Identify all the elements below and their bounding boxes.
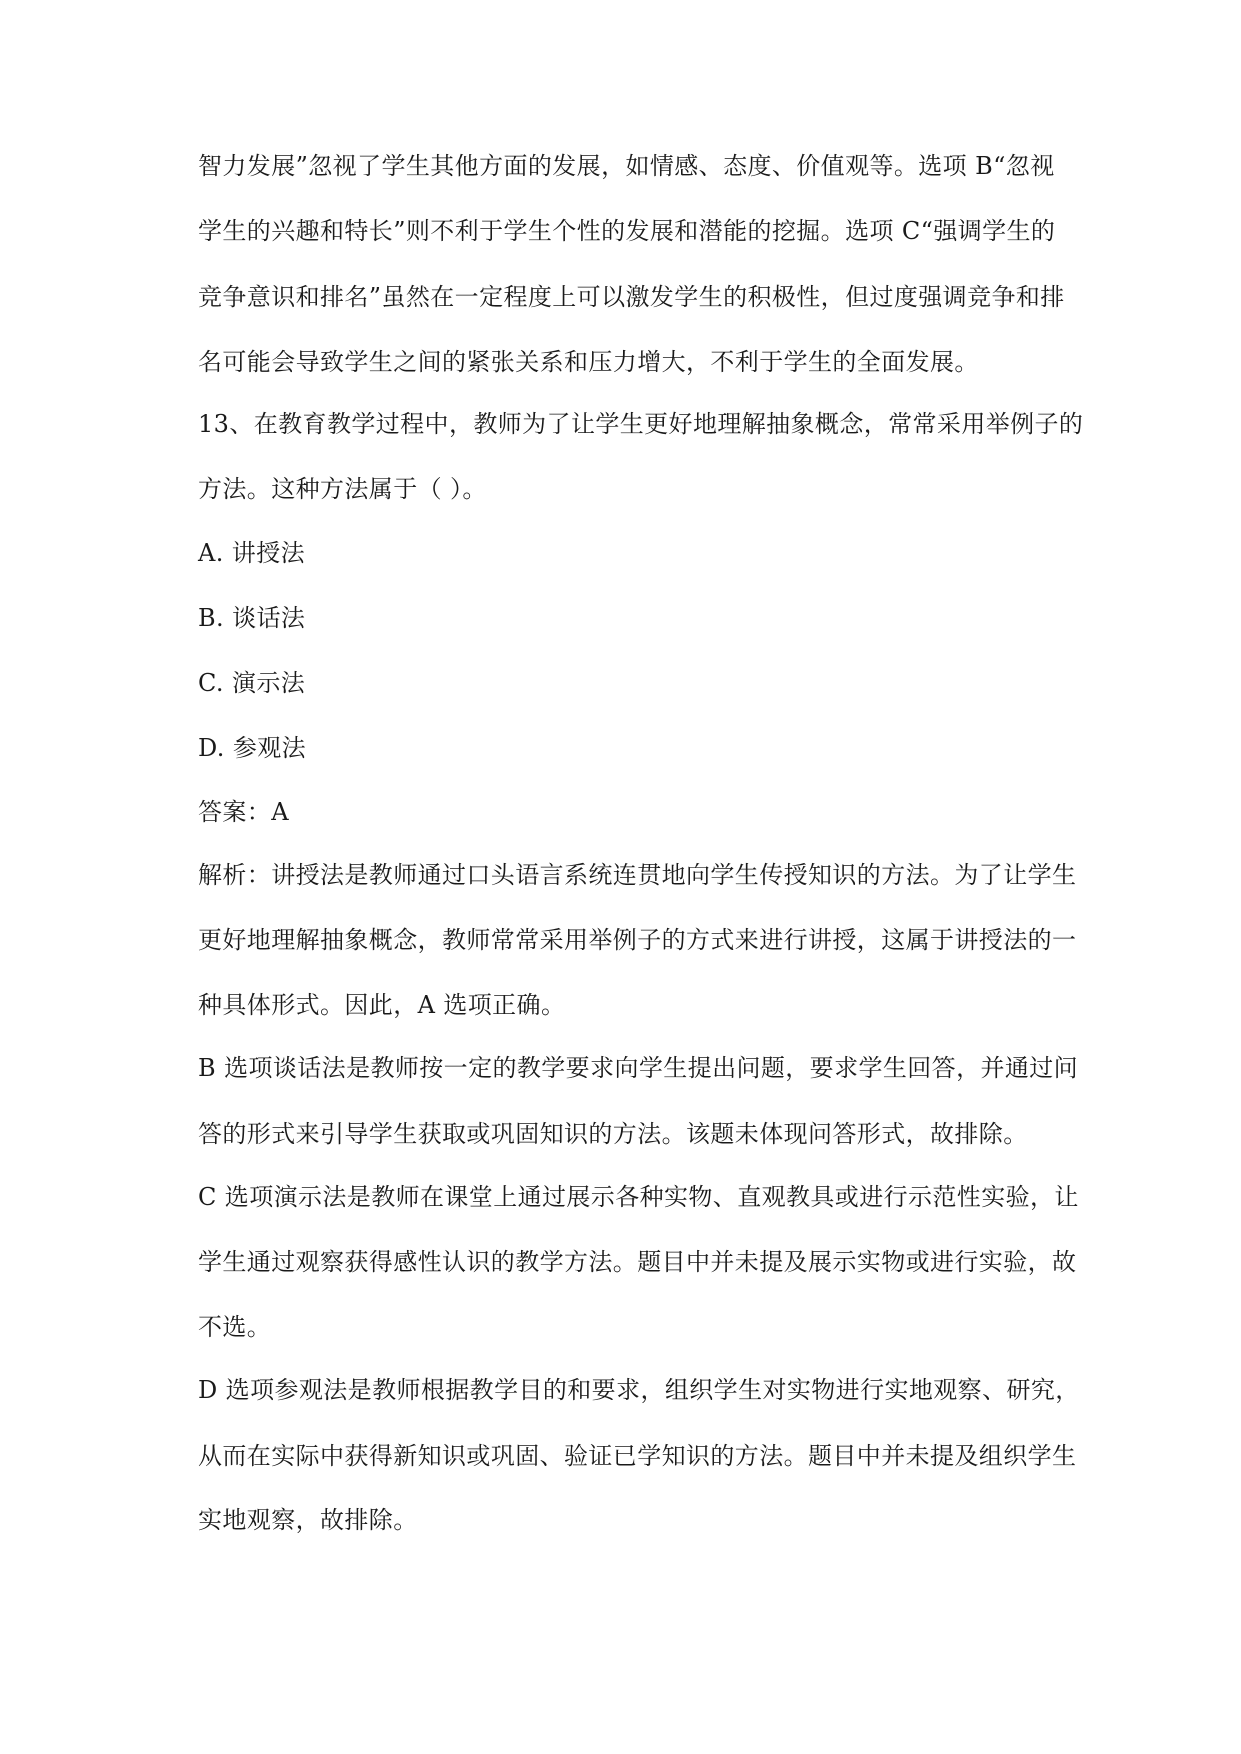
option-b: B. 谈话法 — [198, 604, 306, 632]
prev-explanation-line: 竞争意识和排名”虽然在一定程度上可以激发学生的积极性，但过度强调竞争和排 — [198, 283, 1065, 311]
analysis-line: 解析：讲授法是教师通过口头语言系统连贯地向学生传授知识的方法。为了让学生 — [198, 861, 1077, 889]
analysis-line: B 选项谈话法是教师按一定的教学要求向学生提出问题，要求学生回答，并通过问 — [198, 1054, 1079, 1082]
prev-explanation-line: 名可能会导致学生之间的紧张关系和压力增大，不利于学生的全面发展。 — [198, 348, 979, 376]
question-text-line: 13、在教育教学过程中，教师为了让学生更好地理解抽象概念，常常采用举例子的 — [198, 410, 1084, 438]
analysis-line: 学生通过观察获得感性认识的教学方法。题目中并未提及展示实物或进行实验，故 — [198, 1248, 1077, 1276]
prev-explanation-line: 智力发展”忽视了学生其他方面的发展，如情感、态度、价值观等。选项 B“忽视 — [198, 152, 1055, 180]
analysis-line: C 选项演示法是教师在课堂上通过展示各种实物、直观教具或进行示范性实验，让 — [198, 1183, 1079, 1211]
analysis-line: 从而在实际中获得新知识或巩固、验证已学知识的方法。题目中并未提及组织学生 — [198, 1442, 1077, 1470]
analysis-line: D 选项参观法是教师根据教学目的和要求，组织学生对实物进行实地观察、研究， — [198, 1376, 1080, 1404]
analysis-line: 实地观察，故排除。 — [198, 1506, 418, 1534]
option-a: A. 讲授法 — [198, 539, 305, 567]
answer-line: 答案：A — [198, 798, 289, 826]
option-c: C. 演示法 — [198, 669, 306, 697]
analysis-line: 种具体形式。因此，A 选项正确。 — [198, 991, 566, 1019]
prev-explanation-line: 学生的兴趣和特长”则不利于学生个性的发展和潜能的挖掘。选项 C“强调学生的 — [198, 217, 1056, 245]
analysis-line: 答的形式来引导学生获取或巩固知识的方法。该题未体现问答形式，故排除。 — [198, 1120, 1028, 1148]
option-d: D. 参观法 — [198, 734, 307, 762]
analysis-line: 更好地理解抽象概念，教师常常采用举例子的方式来进行讲授，这属于讲授法的一 — [198, 926, 1077, 954]
question-text-line: 方法。这种方法属于（ ）。 — [198, 475, 487, 503]
analysis-line: 不选。 — [198, 1313, 272, 1341]
